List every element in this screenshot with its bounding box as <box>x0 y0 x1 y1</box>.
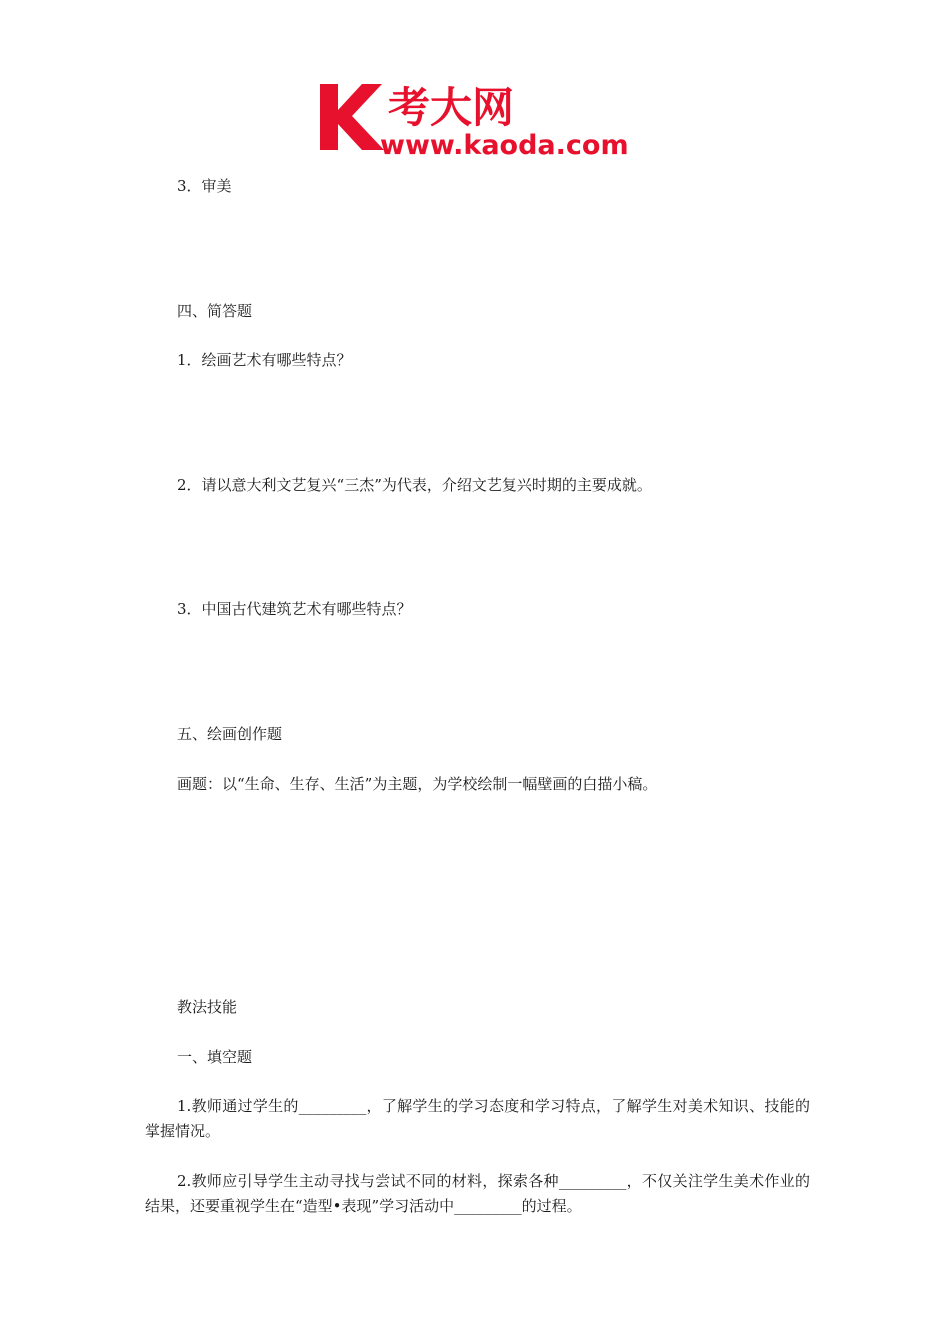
noun-item-3: 3．审美 <box>177 177 232 195</box>
logo-brand-text: 考大网 <box>388 83 515 132</box>
short-answer-q3: 3．中国古代建筑艺术有哪些特点？ <box>177 600 412 618</box>
logo-url-text: www.kaoda.com <box>380 130 629 160</box>
k-mark-icon <box>320 84 384 150</box>
pedagogy-title: 教法技能 <box>177 998 238 1016</box>
section-heading-drawing: 五、绘画创作题 <box>177 725 283 743</box>
short-answer-q1: 1．绘画艺术有哪些特点？ <box>177 351 352 369</box>
fill-blank-q2: 2.教师应引导学生主动寻找与尝试不同的材料，探索各种_________，不仅关注学生美术作业的结果，还要重视学生在“造型•表现”学习活动中_________的过程。 <box>145 1172 810 1215</box>
kaoda-logo <box>318 78 640 160</box>
drawing-prompt: 画题：以“生命、生存、生活”为主题，为学校绘制一幅壁画的白描小稿。 <box>177 775 658 793</box>
section-heading-short-answer: 四、简答题 <box>177 302 253 320</box>
short-answer-q2: 2．请以意大利文艺复兴“三杰”为代表，介绍文艺复兴时期的主要成就。 <box>177 476 652 494</box>
kaoda-logo-graphic <box>318 78 640 160</box>
section-heading-fill-blank: 一、填空题 <box>177 1048 253 1066</box>
fill-blank-q1: 1.教师通过学生的_________，了解学生的学习态度和学习特点，了解学生对美术知识、技能的掌握情况。 <box>145 1097 810 1140</box>
